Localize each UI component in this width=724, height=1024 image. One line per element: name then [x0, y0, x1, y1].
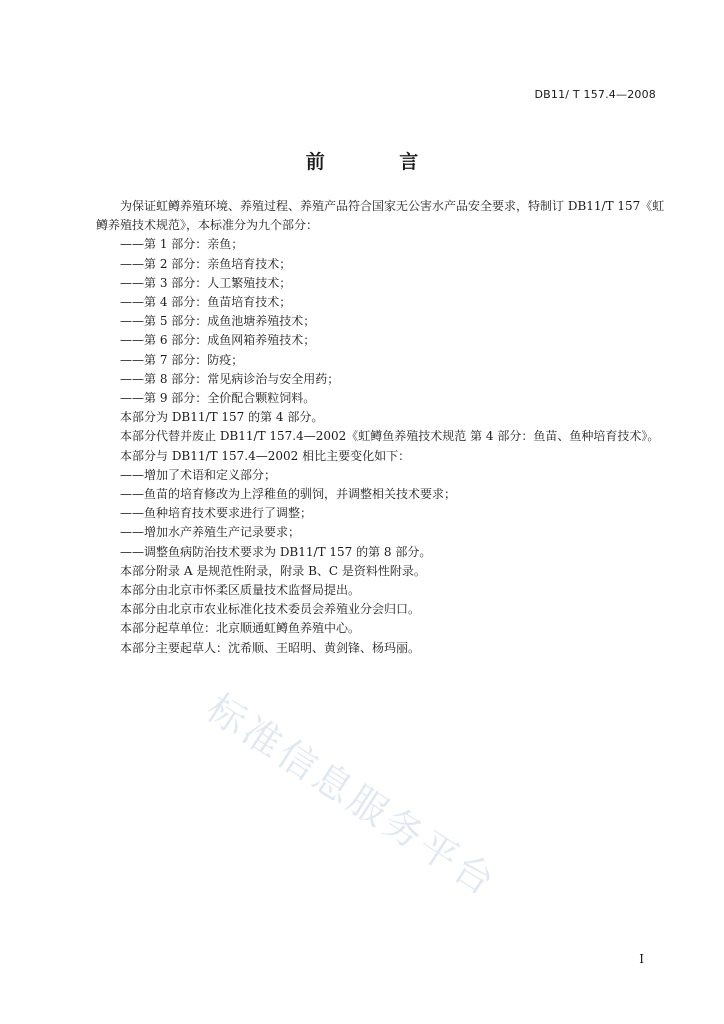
list-item: ——第 4 部分：鱼苗培育技术； — [120, 295, 292, 310]
proposed-by-paragraph: 本部分由北京市怀柔区质量技术监督局提出。 — [120, 583, 361, 598]
changes-intro-paragraph: 本部分与 DB11/T 157.4—2002 相比主要变化如下： — [120, 448, 411, 463]
list-item: ——增加水产养殖生产记录要求； — [120, 525, 301, 540]
changes-list — [96, 466, 666, 562]
list-item: ——第 3 部分：人工繁殖技术； — [120, 275, 292, 290]
page-number: I — [639, 952, 644, 966]
drafting-unit-paragraph: 本部分起草单位：北京顺通虹鳟鱼养殖中心。 — [120, 621, 361, 636]
list-item: ——第 8 部分：常见病诊治与安全用药； — [120, 371, 340, 386]
list-item: ——第 6 部分：成鱼网箱养殖技术； — [120, 333, 316, 348]
watermark: 标准信息服务平台 — [199, 685, 505, 906]
list-item: ——第 1 部分：亲鱼； — [120, 237, 244, 252]
intro-paragraph: 为保证虹鳟养殖环境、养殖过程、养殖产品符合国家无公害水产品安全要求，特制订 DB11/T 157《虹鳟养殖技术规范》，本标准分为九个部分： — [96, 199, 665, 233]
list-item: ——第 5 部分：成鱼池塘养殖技术； — [120, 314, 316, 329]
list-item: ——鱼苗的培育修改为上浮稚鱼的驯饲，并调整相关技术要求； — [120, 487, 457, 502]
drafters-paragraph: 本部分主要起草人：沈希顺、王昭明、黄剑锋、杨玛丽。 — [120, 640, 421, 655]
list-item: ——第 9 部分：全价配合颗粒饲料。 — [120, 391, 316, 406]
list-item: ——鱼种培育技术要求进行了调整； — [120, 506, 313, 521]
list-item: ——第 2 部分：亲鱼培育技术； — [120, 256, 292, 271]
list-item: ——增加了术语和定义部分； — [120, 467, 277, 482]
page-title: 前 言 — [305, 151, 453, 173]
list-item: ——调整鱼病防治技术要求为 DB11/T 157 的第 8 部分。 — [120, 544, 432, 559]
this-part-paragraph: 本部分为 DB11/T 157 的第 4 部分。 — [120, 410, 324, 425]
parts-list — [96, 235, 666, 408]
document-body — [96, 197, 666, 658]
replaces-paragraph: 本部分代替并废止 DB11/T 157.4—2002《虹鳟鱼养殖技术规范 第 4 部分：鱼苗、鱼种培育技术》。 — [120, 429, 660, 444]
page-header-doc-code: DB11/ T 157.4—2008 — [534, 88, 656, 101]
list-item: ——第 7 部分：防疫； — [120, 352, 244, 367]
appendix-paragraph: 本部分附录 A 是规范性附录，附录 B、C 是资料性附录。 — [120, 563, 426, 578]
managed-by-paragraph: 本部分由北京市农业标准化技术委员会养殖业分会归口。 — [120, 602, 421, 617]
